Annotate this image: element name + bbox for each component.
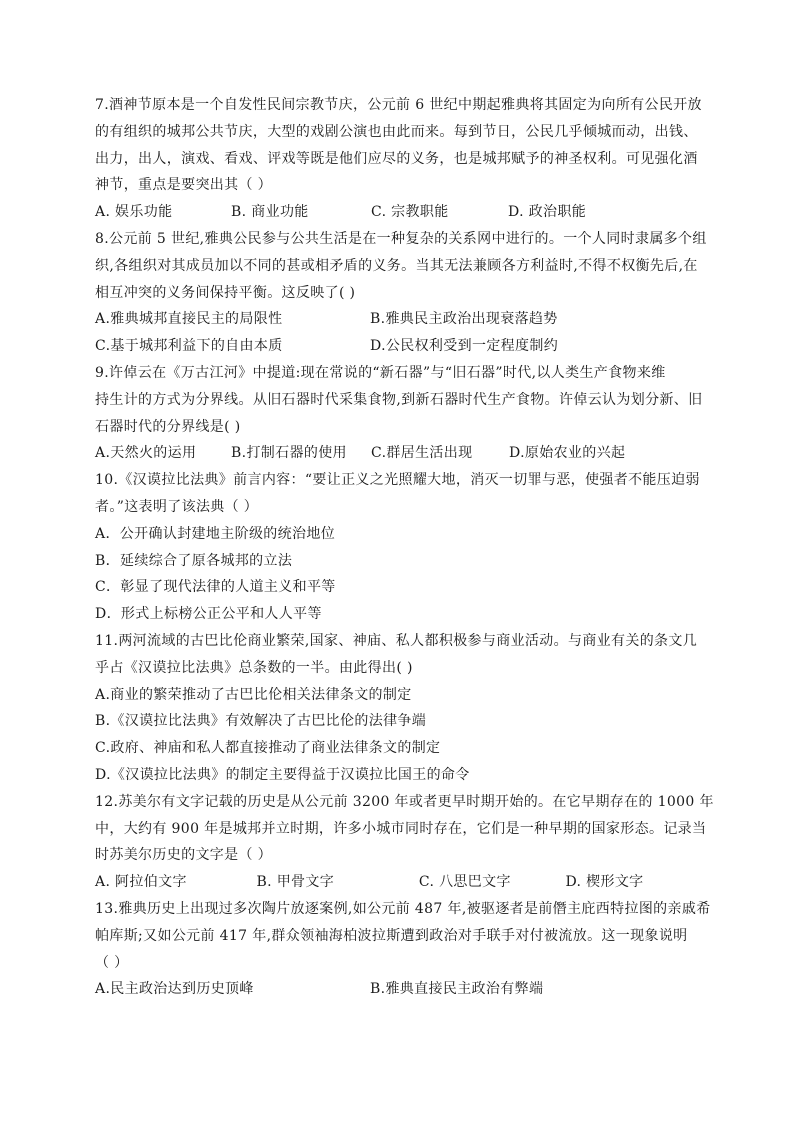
question-13-line-3: （ ） [95,954,129,971]
option-d: D. 楔形文字 [565,874,644,891]
option-b: B．延续综合了原各城邦的立法 [95,552,293,569]
question-13-line-2: 帕库斯;又如公元前 417 年,群众领袖海柏波拉斯遭到政治对手联手对付被流放。这一现象说明 [95,927,688,944]
question-10-line-2: 者。”这表明了该法典（ ） [95,498,259,515]
option-d: D.《汉谟拉比法典》的制定主要得益于汉谟拉比国王的命令 [95,766,470,783]
question-8-line-2: 织,各组织对其成员加以不同的甚或相矛盾的义务。当其无法兼顾各方利益时,不得不权衡先后,在 [95,257,698,274]
option-a: A.商业的繁荣推动了古巴比伦相关法律条文的制定 [95,686,412,703]
option-d: D.原始农业的兴起 [509,445,626,462]
question-7-line-2: 的有组织的城邦公共节庆，大型的戏剧公演也由此而来。每到节日，公民几乎倾城而动，出钱、 [95,123,698,140]
option-d: D．形式上标榜公正公平和人人平等 [95,606,322,623]
option-d: D. 政治职能 [508,204,587,221]
option-c: C.基于城邦利益下的自由本质 [95,338,283,355]
option-a: A. 阿拉伯文字 [95,874,187,891]
option-b: B.《汉谟拉比法典》有效解决了古巴比伦的法律争端 [95,713,427,730]
option-a: A.雅典城邦直接民主的局限性 [95,311,283,328]
option-c: C. 八思巴文字 [418,874,511,891]
question-10-line-1: 10.《汉谟拉比法典》前言内容：“要让正义之光照耀大地，消灭一切罪与恶，使强者不能压迫弱 [95,472,700,489]
question-7-line-3: 出力，出人，演戏、看戏、评戏等既是他们应尽的义务，也是城邦赋予的神圣权利。可见强化酒 [95,150,698,167]
option-a: A.民主政治达到历史顶峰 [95,981,254,998]
question-7-line-1: 7.酒神节原本是一个自发性民间宗教节庆，公元前 6 世纪中期起雅典将其固定为向所有公民开放 [95,97,702,113]
question-12-line-3: 时苏美尔历史的文字是（ ） [95,847,272,864]
option-c: C．彰显了现代法律的人道主义和平等 [95,579,336,596]
option-b: B.打制石器的使用 [231,445,347,462]
question-13-options [95,976,695,1003]
option-b: B.雅典直接民主政治有弊端 [370,981,544,998]
question-8-options-row-2 [95,333,695,360]
option-a: A. 娱乐功能 [95,204,173,221]
question-8-line-1: 8.公元前 5 世纪,雅典公民参与公共生活是在一种复杂的关系网中进行的。一个人同时隶属多个组 [95,230,707,247]
question-12-line-1: 12.苏美尔有文字记载的历史是从公元前 3200 年或者更早时期开始的。在它早期存在的 1000 年 [95,793,714,810]
option-d: D.公民权利受到一定程度制约 [370,338,559,355]
option-b: B. 甲骨文字 [256,874,335,891]
question-9-line-3: 石器时代的分界线是( ) [95,418,241,435]
question-9-line-2: 持生计的方式为分界线。从旧石器时代采集食物,到新石器时代生产食物。许倬云认为划分新、旧 [95,391,703,408]
question-9 [95,360,703,467]
question-11 [95,628,698,789]
option-a: A．公开确认封建地主阶级的统治地位 [95,525,336,542]
question-8 [95,226,707,360]
question-9-options [95,440,695,467]
question-7 [95,92,702,226]
question-9-line-1: 9.许倬云在《万古江河》中提道:现在常说的“新石器”与“旧石器”时代,以人类生产食物来维 [95,364,666,381]
question-13 [95,896,711,1003]
option-b: B.雅典民主政治出现衰落趋势 [370,311,558,328]
option-a: A.天然火的运用 [95,445,197,462]
question-7-line-4: 神节，重点是要突出其（ ） [95,177,272,194]
question-7-options [95,199,695,226]
option-c: C. 宗教职能 [371,204,449,221]
option-b: B. 商业功能 [231,204,309,221]
question-8-options-row-1 [95,306,695,333]
option-c: C.群居生活出现 [371,445,473,462]
option-c: C.政府、神庙和私人都直接推动了商业法律条文的制定 [95,740,441,757]
question-11-line-1: 11.两河流域的古巴比伦商业繁荣,国家、神庙、私人都积极参与商业活动。与商业有关的条文几 [95,632,698,649]
question-11-line-2: 乎占《汉谟拉比法典》总条数的一半。由此得出( ) [95,659,413,676]
question-12-line-2: 中，大约有 900 年是城邦并立时期，许多小城市同时存在，它们是一种早期的国家形态。记录当 [95,820,707,837]
question-8-line-3: 相互冲突的义务间保持平衡。这反映了( ) [95,284,356,301]
question-13-line-1: 13.雅典历史上出现过多次陶片放逐案例,如公元前 487 年,被驱逐者是前僭主庇西特拉图的亲戚希 [95,900,711,917]
question-10 [95,467,700,628]
question-12 [95,789,714,896]
question-list [95,92,714,1003]
question-12-options [95,869,695,896]
